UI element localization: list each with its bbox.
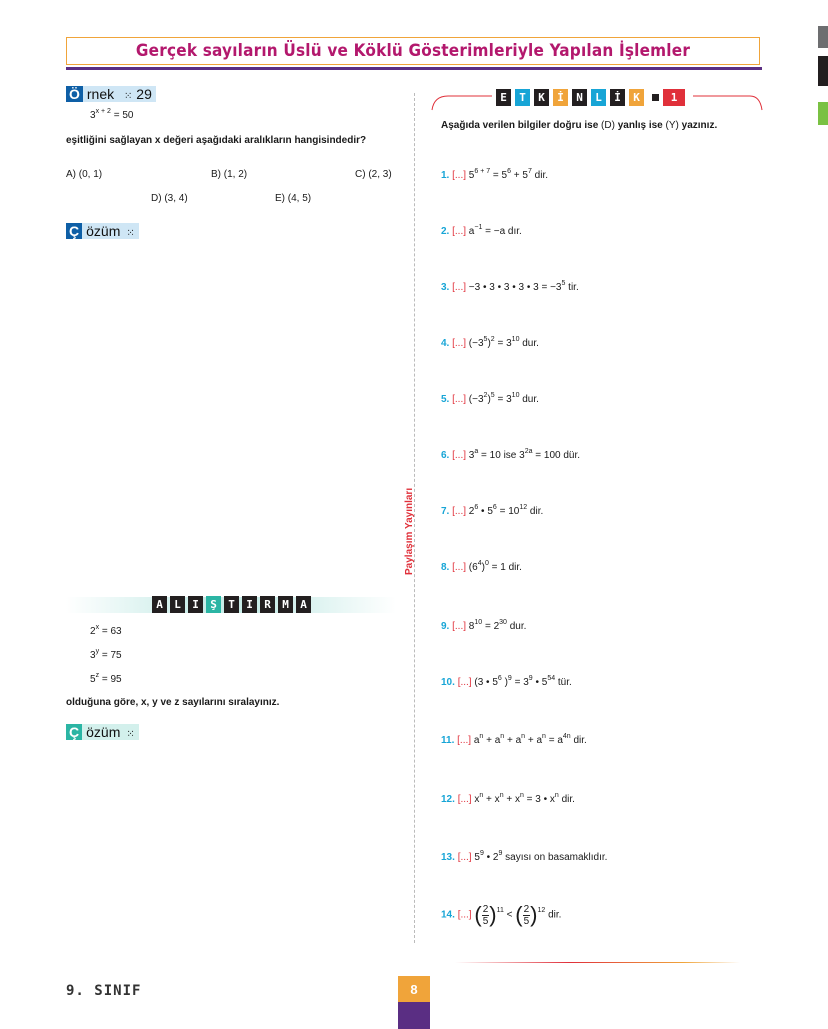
item-1: 1. [...] $5^{6 + 7} = 5^6 + 5^7$ dir.	[441, 167, 549, 181]
alistirma-line-2: $3^y = 75$	[90, 647, 122, 661]
ornek-cap: Ö	[66, 86, 83, 102]
dots-icon: ⁙	[126, 729, 135, 740]
item-5: 5. [...] $(-3^2)^5 = 3^{10}$ dur.	[441, 391, 539, 405]
item-10: 10. [...] (3 • $5^6$ )$^9 = 3^9$ • $5^{54}$ tür.	[441, 674, 572, 688]
ornek-number: 29	[136, 86, 152, 102]
header-rule	[66, 67, 762, 70]
ornek-equation: $3^{x + 2} = 50$	[90, 107, 134, 121]
side-tab-gray	[818, 26, 828, 48]
etkinlik-letter: L	[591, 89, 606, 106]
answer-blank[interactable]: [...]	[457, 735, 472, 746]
item-11: 11. [...] $a^n + a^n + a^n + a^n = a^{4n}$ dir.	[441, 732, 587, 746]
dots-icon: ⁙	[126, 228, 135, 239]
item-13: 13. [...] $5^9$ • $2^9$ sayısı on basamaklıdır.	[441, 849, 608, 863]
etkinlik-letter: T	[515, 89, 530, 106]
etkinlik-instruction: Aşağıda verilen bilgiler doğru ise (D) yanlış ise (Y) yazınız.	[441, 120, 718, 131]
item-6: 6. [...] $3^a = 10$ ise $3^{2a} = 100$ dür.	[441, 447, 581, 461]
item-7: 7. [...] $2^6$ • $5^6 = 10^{12}$ dir.	[441, 503, 544, 517]
etkinlik-letter: İ	[610, 89, 625, 106]
etkinlik-letter: İ	[553, 89, 568, 106]
alistirma-letter: I	[188, 596, 203, 613]
cozum-label: Ç özüm ⁙	[66, 223, 139, 239]
answer-blank[interactable]: [...]	[457, 794, 472, 805]
etkinlik-banner	[492, 89, 693, 106]
page-number: 8	[398, 976, 430, 1002]
item-8: 8. [...] $(6^4)^0 = 1$ dir.	[441, 559, 522, 573]
square-icon	[652, 94, 659, 101]
etkinlik-letter: K	[534, 89, 549, 106]
cozum-label-2: Ç özüm ⁙	[66, 724, 139, 740]
answer-blank[interactable]: [...]	[452, 282, 467, 293]
ornek-label	[66, 86, 156, 102]
grade-label: 9. SINIF	[66, 983, 142, 999]
ornek-question: eşitliğini sağlayan x değeri aşağıdaki aralıkların hangisindedir?	[66, 135, 367, 146]
etkinlik-letter: E	[496, 89, 511, 106]
alistirma-letter: A	[152, 596, 167, 613]
side-tab-black	[818, 56, 828, 86]
option-a: A) (0, 1)	[66, 169, 103, 180]
alistirma-letter: R	[260, 596, 275, 613]
side-tab-green	[818, 102, 828, 125]
option-d: D) (3, 4)	[151, 193, 188, 204]
answer-blank[interactable]: [...]	[452, 338, 467, 349]
answer-blank[interactable]: [...]	[452, 450, 467, 461]
option-c: C) (2, 3)	[355, 169, 392, 180]
option-e: E) (4, 5)	[275, 193, 312, 204]
answer-blank[interactable]: [...]	[452, 562, 467, 573]
publisher-label: Paylaşım Yayınları	[404, 487, 415, 575]
answer-blank[interactable]: [...]	[457, 909, 472, 921]
alistirma-banner	[152, 596, 314, 613]
option-b: B) (1, 2)	[211, 169, 248, 180]
answer-blank[interactable]: [...]	[452, 394, 467, 405]
answer-blank[interactable]: [...]	[452, 506, 467, 517]
item-12: 12. [...] $x^n + x^n + x^n = 3$ • $x^n$ dir.	[441, 791, 575, 805]
answer-blank[interactable]: [...]	[452, 226, 467, 237]
alistirma-letter: Ş	[206, 596, 221, 613]
answer-blank[interactable]: [...]	[457, 852, 472, 863]
chapter-title: Gerçek sayıların Üslü ve Köklü Gösterimleriyle Yapılan İşlemler	[135, 41, 691, 61]
alistirma-line-1: $2^x = 63$	[90, 623, 122, 637]
ornek-word: rnek	[86, 86, 115, 102]
answer-blank[interactable]: [...]	[452, 170, 467, 181]
alistirma-question: olduğuna göre, x, y ve z sayılarını sıralayınız.	[66, 697, 280, 708]
answer-blank[interactable]: [...]	[457, 677, 472, 688]
item-14: 14. [...] ( $\frac{2}{5}$ )$^{11}$ < ( $\frac{2}{5}$ )$^{12}$ dir.	[441, 902, 562, 927]
alistirma-letter: T	[224, 596, 239, 613]
alistirma-line-3: $5^z = 95$	[90, 671, 122, 685]
item-9: 9. [...] $8^{10} = 2^{30}$ dur.	[441, 618, 527, 632]
alistirma-letter: A	[296, 596, 311, 613]
item-4: 4. [...] $(-3^5)^2 = 3^{10}$ dur.	[441, 335, 539, 349]
alistirma-letter: M	[278, 596, 293, 613]
item-3: 3. [...] −3 • 3 • 3 • 3 • $3 = -3^5$ tir.	[441, 279, 579, 293]
alistirma-letter: L	[170, 596, 185, 613]
chapter-title-box	[66, 37, 760, 65]
etkinlik-bottom-rule	[455, 962, 740, 963]
item-2: 2. [...] $a^{-1} = -a$ dır.	[441, 223, 522, 237]
etkinlik-number: 1	[663, 89, 685, 106]
alistirma-letter: I	[242, 596, 257, 613]
etkinlik-letter: K	[629, 89, 644, 106]
etkinlik-letter: N	[572, 89, 587, 106]
dots-icon: ⁙	[124, 91, 133, 102]
answer-blank[interactable]: [...]	[452, 621, 467, 632]
